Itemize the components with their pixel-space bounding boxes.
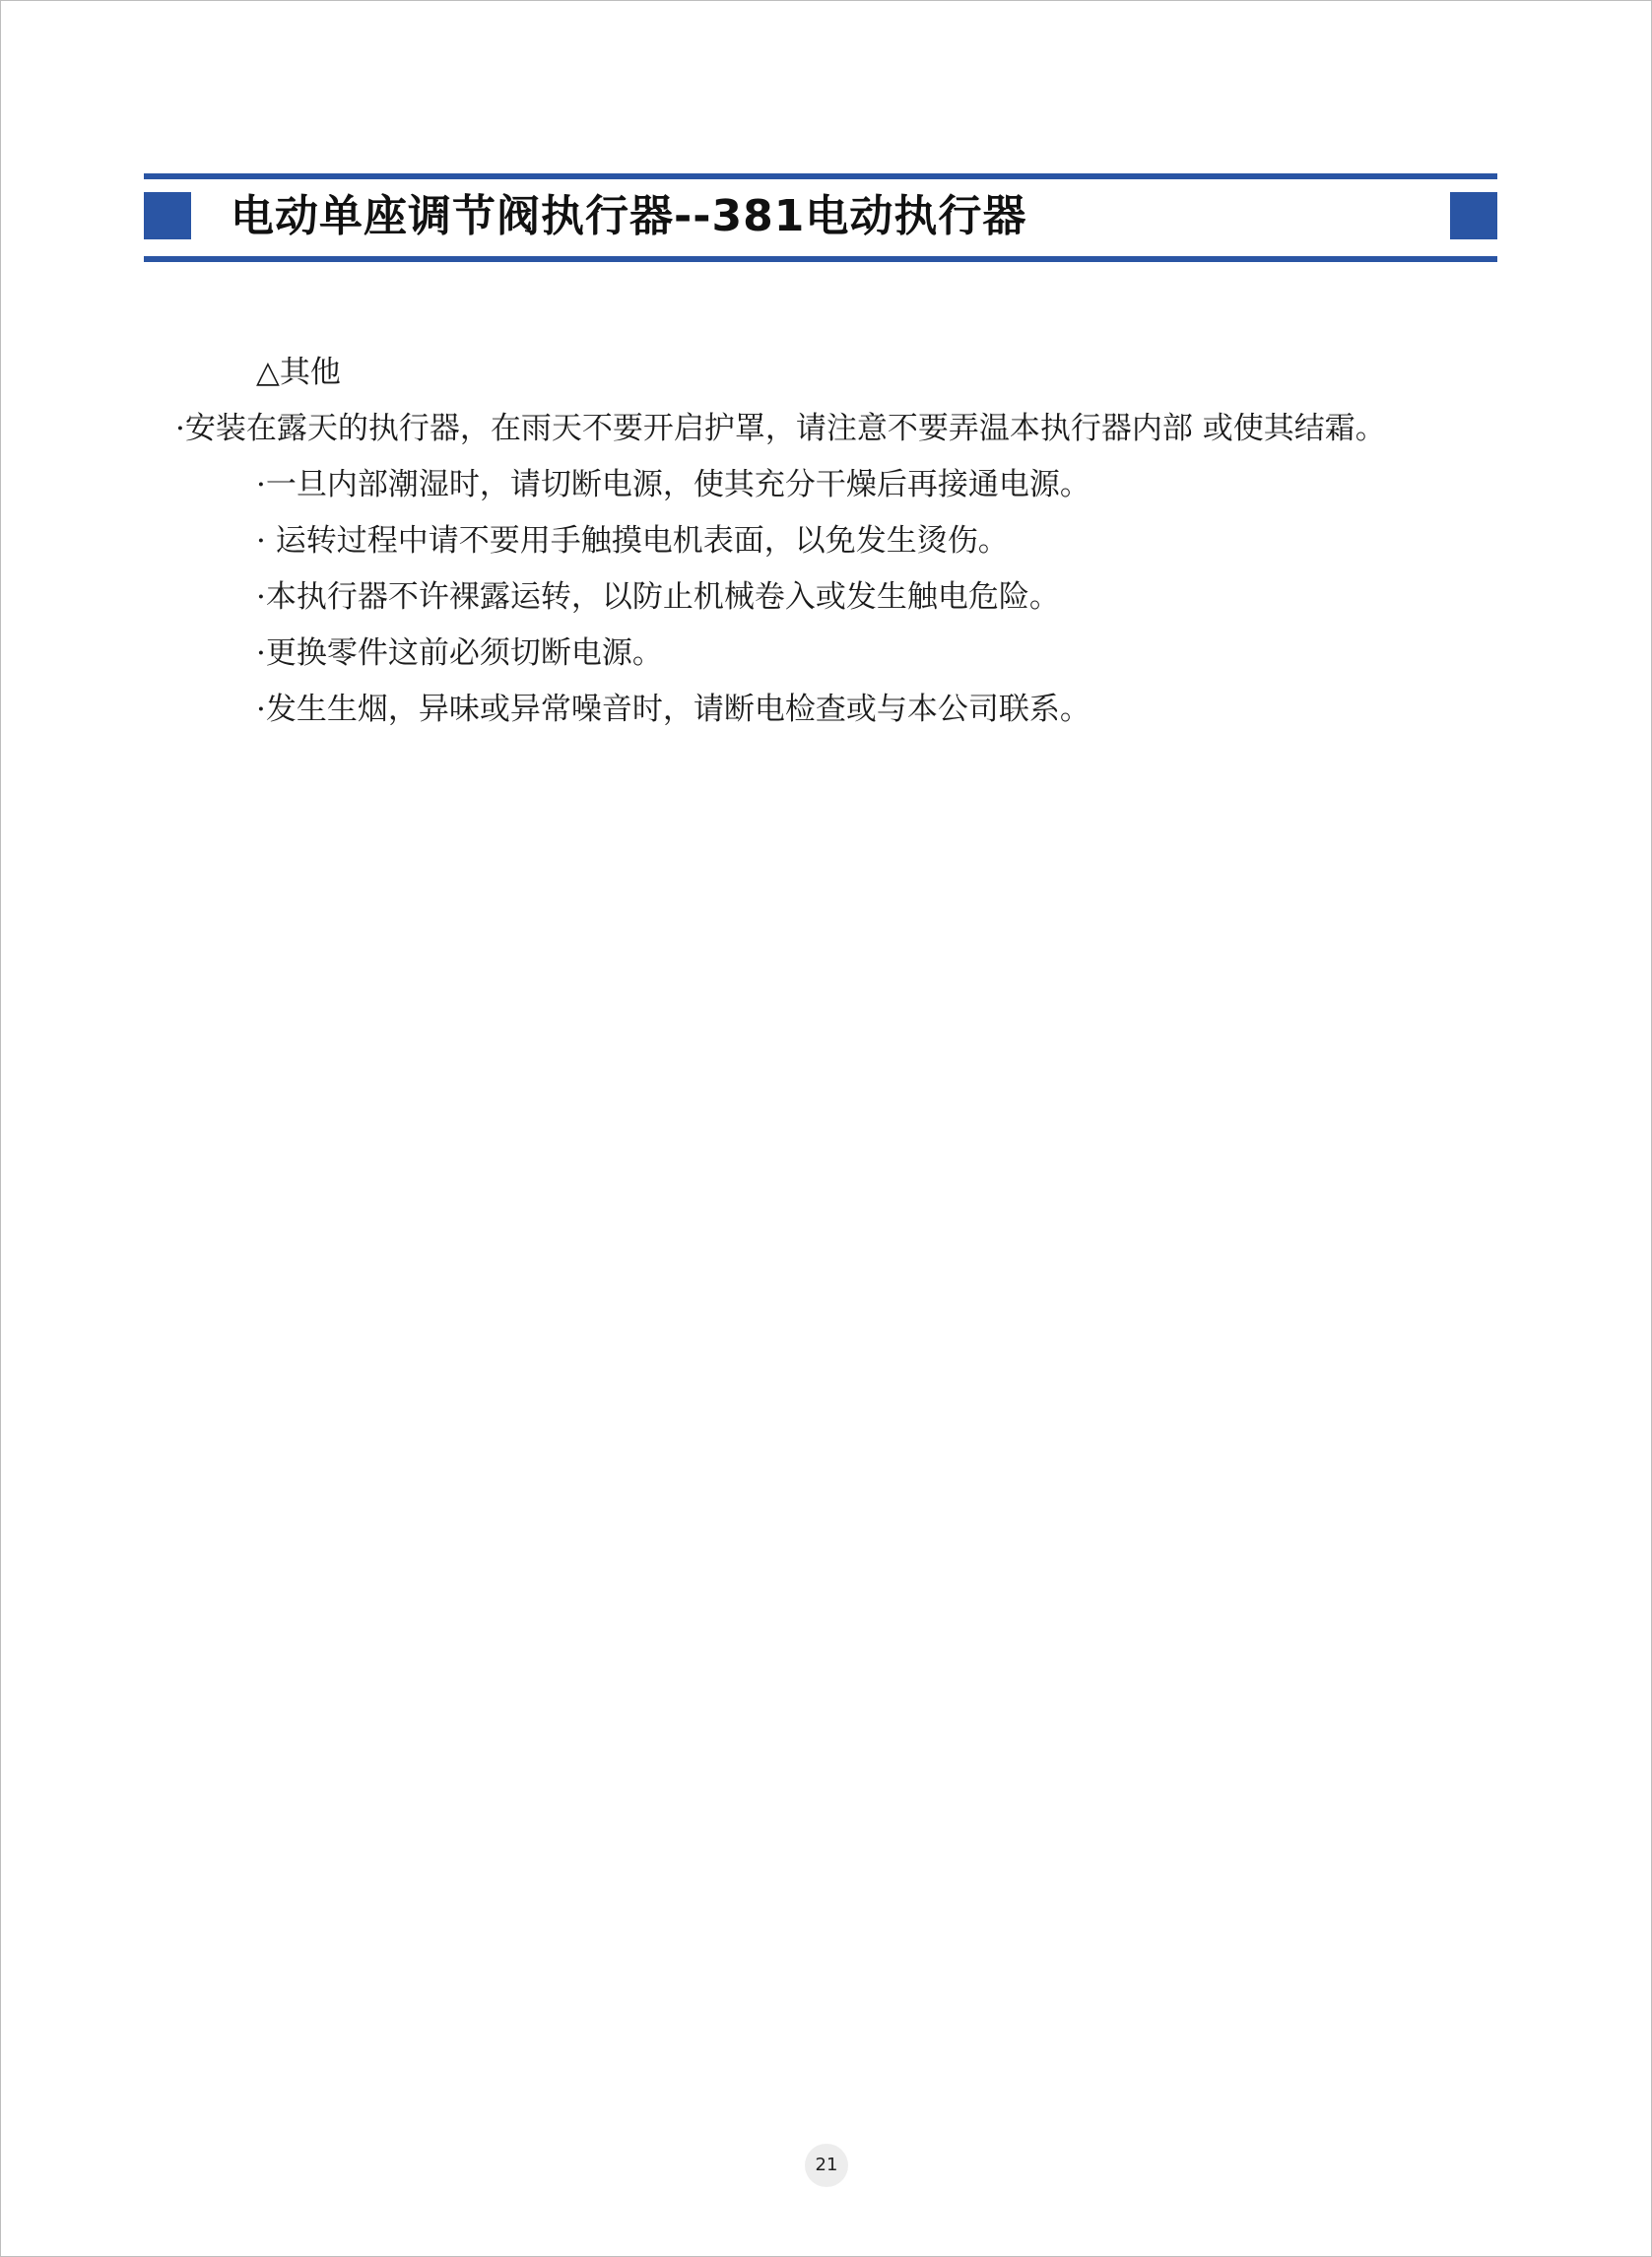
header-block-right [1450,192,1497,239]
header-rule-top [144,173,1497,179]
list-item: ·发生生烟，异味或异常噪音时，请断电检查或与本公司联系。 [256,692,1090,727]
header-rule-bottom [144,256,1497,262]
page-number: 21 [805,2144,848,2187]
list-item: ·本执行器不许裸露运转，以防止机械卷入或发生触电危险。 [256,579,1060,615]
section-heading: △其他 [256,355,341,390]
header-block-left [144,192,191,239]
list-item: ·更换零件这前必须切断电源。 [256,635,663,671]
page-header [144,173,1497,262]
page-title: 电动单座调节阀执行器--381电动执行器 [231,191,1027,241]
list-item: · 运转过程中请不要用手触摸电机表面，以免发生烫伤。 [256,523,1009,559]
document-body [175,345,1468,738]
list-item: ·安装在露天的执行器，在雨天不要开启护罩，请注意不要弄温本执行器内部 或使其结霜。 [175,411,1386,446]
list-item: ·一旦内部潮湿时，请切断电源，使其充分干燥后再接通电源。 [256,467,1090,502]
